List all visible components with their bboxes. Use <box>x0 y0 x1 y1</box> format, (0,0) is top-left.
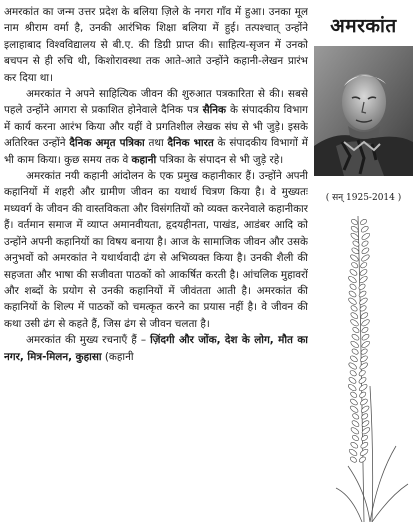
spikelet-mark <box>352 413 360 421</box>
spikelet-mark <box>349 405 359 414</box>
paragraph-literary-style <box>4 168 308 332</box>
spikelet-mark <box>358 369 366 377</box>
spikelet-mark <box>361 333 370 341</box>
spikelet-mark <box>361 240 369 248</box>
spikelet-mark <box>352 326 360 334</box>
spikelet-mark <box>360 441 369 449</box>
bold-title-text: सैनिक <box>202 104 227 117</box>
spikelet-mark <box>361 318 371 327</box>
bold-title-text: दैनिक भारत <box>167 137 214 150</box>
spikelet-mark <box>349 268 358 276</box>
spikelet-mark <box>349 254 359 263</box>
spikelet-mark <box>361 326 369 334</box>
spikelet-mark <box>360 434 368 442</box>
spikelet-mark <box>351 348 359 356</box>
portrait-photo-icon <box>314 46 413 176</box>
spikelet-mark <box>350 391 358 399</box>
spikelet-mark <box>358 383 368 392</box>
spikelet-mark <box>348 448 358 457</box>
spikelet-mark <box>351 420 360 428</box>
bold-title-text: ज़िंदगी और जोंक, देश के लोग, मौत का नगर, मित्र-मिलन, कुहासा <box>4 334 308 363</box>
spikelet-mark <box>359 268 368 276</box>
spikelet-mark <box>361 247 370 255</box>
spikelet-mark <box>360 312 369 320</box>
spikelet-mark <box>350 426 360 435</box>
grass-stalk-illustration-icon <box>312 216 415 522</box>
spikelet-mark <box>349 283 357 291</box>
spikelet-mark <box>350 218 358 226</box>
spikelet-mark <box>350 340 360 349</box>
author-name-heading: अमरकांत <box>330 15 397 37</box>
paragraph-journalism <box>4 86 308 168</box>
spikelet-mark <box>349 369 357 377</box>
spikelet-mark <box>358 290 367 298</box>
spikelet-mark <box>350 305 358 313</box>
spikelet-mark <box>350 312 359 320</box>
spikelet-mark <box>350 318 360 327</box>
spikelet-mark <box>358 283 366 291</box>
spikelet-mark <box>361 232 371 241</box>
spikelet-mark <box>360 261 368 269</box>
spikelet-mark <box>359 398 368 406</box>
spikelet-mark <box>348 290 357 298</box>
spikelet-mark <box>359 362 369 371</box>
spikelet-mark <box>347 383 357 392</box>
paragraph-text: अमरकांत ने अपने साहित्यिक जीवन की शुरुआत पत्रकारिता से की। सबसे पहले उन्होंने आगरा से प्रकाशित होनेवाले दैनिक पत्र <box>4 88 308 117</box>
spikelet-mark <box>347 275 357 284</box>
spikelet-mark <box>360 225 369 233</box>
paragraph-text: अमरकांत नयी कहानी आंदोलन के एक प्रमुख कहानीकार हैं। उन्होंने अपनी कहानियों में शहरी और ग्रामीण जीवन का यथार्थ चित्रण किया है। वे मुख्यतः मध्यवर्ग के जीवन की वास्तविकता और विसंगतियों को व्यक्त करनेवाले कहानीकार हैं। वर्तमान समाज में व्याप्त अमानवीयता, हृदयहीनता, पाखंड, आडंबर आदि को उन्होंने अपनी कहानियों का विषय बनाया है। आज के सामाजिक जीवन और उसके अनुभवों को अमरकांत ने यथार्थवादी ढंग से अभिव्यक्त किया है। उनकी शैली की सहजता और भाषा की सजीवता पाठकों को आकर्षित करती है। आंचलिक मुहावरों और शब्दों के प्रयोग से उनकी कहानियों में जीवंतता आती है। अमरकांत की कहानियों के शिल्प में पाठकों को चमत्कृत करने का प्रयास नहीं है। वे जीवन की कथा उसी ढंग से कहते हैं, जिस ढंग से जीवन चलता है। <box>4 170 308 330</box>
spikelet-mark <box>359 391 367 399</box>
spikelet-mark <box>350 441 359 449</box>
spikelet-mark <box>359 218 367 226</box>
spikelet-mark <box>358 456 366 464</box>
paragraph-text: अमरकांत का जन्म उत्तर प्रदेश के बलिया ज़िले के नगरा गाँव में हुआ। उनका मूल नाम श्रीराम वर्मा है, उनकी आरंभिक शिक्षा बलिया में हुई। तत्पश्चात् उन्होंने इलाहाबाद विश्वविद्यालय से बी.ए. की डिग्री प्राप्त की। साहित्य-सृजन में उनको बचपन से ही रुचि थी, किशोरावस्था तक आते-आते उन्होंने कहानी-लेखन प्रारंभ कर दिया था। <box>4 6 308 84</box>
spikelet-mark <box>351 261 359 269</box>
paragraph-text: पत्रिका के संपादन से भी जुड़े रहे। <box>156 153 284 166</box>
spikelet-mark <box>358 376 367 384</box>
bold-title-text: दैनिक अमृत पत्रिका <box>69 137 145 150</box>
spikelet-mark <box>351 333 360 341</box>
paragraph-text: के संपादकीय विभागों में भी काम किया। कुछ समय तक वे <box>4 137 308 166</box>
spikelet-mark <box>347 297 357 306</box>
spikelet-mark <box>359 448 369 457</box>
spikelet-mark <box>360 254 370 263</box>
paragraph-text: तथा <box>144 137 168 150</box>
spikelet-mark <box>349 355 358 363</box>
author-life-dates: ( सन् 1925-2014 ) <box>325 193 402 203</box>
paragraph-text: (कहानी <box>101 350 134 363</box>
spikelet-mark <box>351 434 359 442</box>
spikelet-mark <box>361 340 371 349</box>
spikelet-mark <box>349 398 358 406</box>
author-sidebar <box>312 4 415 522</box>
author-portrait-photo <box>314 46 413 176</box>
spikelet-mark <box>348 362 358 371</box>
paragraph-major-works <box>4 332 308 365</box>
bold-title-text: कहानी <box>131 153 157 166</box>
paragraph-text: के संपादकीय विभाग में कार्य करना आरंभ किया और यहीं वे प्रगतिशील लेखक संघ से भी जुड़े। इसके अतिरिक्त उन्होंने <box>4 104 308 150</box>
spikelet-mark <box>348 376 357 384</box>
paragraph-text: अमरकांत की मुख्य रचनाएँ हैं – <box>26 334 151 347</box>
biography-text-column <box>4 4 308 522</box>
spikelet-mark <box>349 456 357 464</box>
paragraph-birth-education <box>4 4 308 86</box>
